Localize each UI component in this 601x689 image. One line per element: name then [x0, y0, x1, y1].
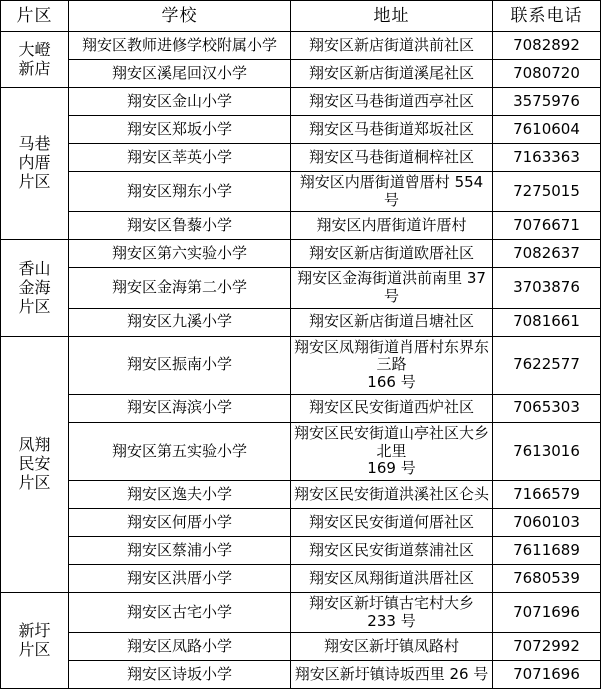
table-row	[1, 564, 601, 592]
phone-cell: 7613016	[493, 422, 601, 480]
school-name-cell: 翔安区金海第二小学	[69, 268, 291, 308]
phone-cell: 3703876	[493, 268, 601, 308]
school-name-cell: 翔安区振南小学	[69, 336, 291, 394]
school-name-cell: 翔安区诗坂小学	[69, 661, 291, 689]
school-name-cell: 翔安区第六实验小学	[69, 240, 291, 268]
phone-cell: 7071696	[493, 592, 601, 632]
address-cell: 翔安区凤翔街道洪厝社区	[291, 564, 493, 592]
address-cell: 翔安区金海街道洪前南里 37 号	[291, 268, 493, 308]
table-header-row	[1, 1, 601, 32]
table-row	[1, 32, 601, 60]
address-cell: 翔安区马巷街道郑坂社区	[291, 116, 493, 144]
school-name-cell: 翔安区海滨小学	[69, 394, 291, 422]
table-row	[1, 88, 601, 116]
address-cell: 翔安区民安街道蔡浦社区	[291, 536, 493, 564]
column-header-phone: 联系电话	[493, 1, 601, 32]
phone-cell: 7610604	[493, 116, 601, 144]
address-cell: 翔安区内厝街道曾厝村 554 号	[291, 172, 493, 212]
column-header-school: 学校	[69, 1, 291, 32]
phone-cell: 7072992	[493, 633, 601, 661]
phone-cell: 7082892	[493, 32, 601, 60]
school-name-cell: 翔安区莘英小学	[69, 144, 291, 172]
phone-cell: 7611689	[493, 536, 601, 564]
area-cell: 马巷 内厝 片区	[1, 88, 69, 240]
school-name-cell: 翔安区古宅小学	[69, 592, 291, 632]
table-header	[1, 1, 601, 32]
table-row	[1, 661, 601, 689]
table-row	[1, 268, 601, 308]
phone-cell: 7076671	[493, 212, 601, 240]
phone-cell: 7081661	[493, 308, 601, 336]
address-cell: 翔安区民安街道山亭社区大乡北里 169 号	[291, 422, 493, 480]
phone-cell: 7082637	[493, 240, 601, 268]
address-cell: 翔安区新店街道溪尾社区	[291, 60, 493, 88]
table-row	[1, 144, 601, 172]
table-row	[1, 116, 601, 144]
school-name-cell: 翔安区教师进修学校附属小学	[69, 32, 291, 60]
table-row	[1, 240, 601, 268]
address-cell: 翔安区新圩镇凤路村	[291, 633, 493, 661]
table-row	[1, 308, 601, 336]
school-name-cell: 翔安区何厝小学	[69, 508, 291, 536]
table-body	[1, 32, 601, 689]
column-header-address: 地址	[291, 1, 493, 32]
table-row	[1, 536, 601, 564]
address-cell: 翔安区内厝街道许厝村	[291, 212, 493, 240]
address-cell: 翔安区新店街道洪前社区	[291, 32, 493, 60]
school-name-cell: 翔安区翔东小学	[69, 172, 291, 212]
address-cell: 翔安区凤翔街道肖厝村东界东三路 166 号	[291, 336, 493, 394]
phone-cell: 7166579	[493, 480, 601, 508]
table-row	[1, 508, 601, 536]
address-cell: 翔安区新店街道欧厝社区	[291, 240, 493, 268]
area-cell: 凤翔 民安 片区	[1, 336, 69, 592]
phone-cell: 7080720	[493, 60, 601, 88]
table-row	[1, 422, 601, 480]
school-name-cell: 翔安区郑坂小学	[69, 116, 291, 144]
phone-cell: 7680539	[493, 564, 601, 592]
table-row	[1, 633, 601, 661]
address-cell: 翔安区民安街道西炉社区	[291, 394, 493, 422]
address-cell: 翔安区民安街道洪溪社区仑头	[291, 480, 493, 508]
area-cell: 香山 金海 片区	[1, 240, 69, 336]
table-row	[1, 480, 601, 508]
school-name-cell: 翔安区蔡浦小学	[69, 536, 291, 564]
area-cell: 新圩 片区	[1, 592, 69, 688]
school-name-cell: 翔安区洪厝小学	[69, 564, 291, 592]
address-cell: 翔安区民安街道何厝社区	[291, 508, 493, 536]
table-row	[1, 60, 601, 88]
phone-cell: 3575976	[493, 88, 601, 116]
address-cell: 翔安区新圩镇古宅村大乡 233 号	[291, 592, 493, 632]
table-row	[1, 336, 601, 394]
phone-cell: 7163363	[493, 144, 601, 172]
school-name-cell: 翔安区九溪小学	[69, 308, 291, 336]
address-cell: 翔安区马巷街道西亭社区	[291, 88, 493, 116]
phone-cell: 7275015	[493, 172, 601, 212]
school-name-cell: 翔安区逸夫小学	[69, 480, 291, 508]
phone-cell: 7071696	[493, 661, 601, 689]
address-cell: 翔安区马巷街道桐梓社区	[291, 144, 493, 172]
table-row	[1, 394, 601, 422]
address-cell: 翔安区新圩镇诗坂西里 26 号	[291, 661, 493, 689]
school-name-cell: 翔安区金山小学	[69, 88, 291, 116]
school-name-cell: 翔安区第五实验小学	[69, 422, 291, 480]
table-row	[1, 172, 601, 212]
phone-cell: 7065303	[493, 394, 601, 422]
school-name-cell: 翔安区凤路小学	[69, 633, 291, 661]
column-header-area: 片区	[1, 1, 69, 32]
table-row	[1, 592, 601, 632]
table-row	[1, 212, 601, 240]
school-name-cell: 翔安区溪尾回汉小学	[69, 60, 291, 88]
area-cell: 大嶝 新店	[1, 32, 69, 88]
school-name-cell: 翔安区鲁藜小学	[69, 212, 291, 240]
phone-cell: 7622577	[493, 336, 601, 394]
phone-cell: 7060103	[493, 508, 601, 536]
address-cell: 翔安区新店街道吕塘社区	[291, 308, 493, 336]
